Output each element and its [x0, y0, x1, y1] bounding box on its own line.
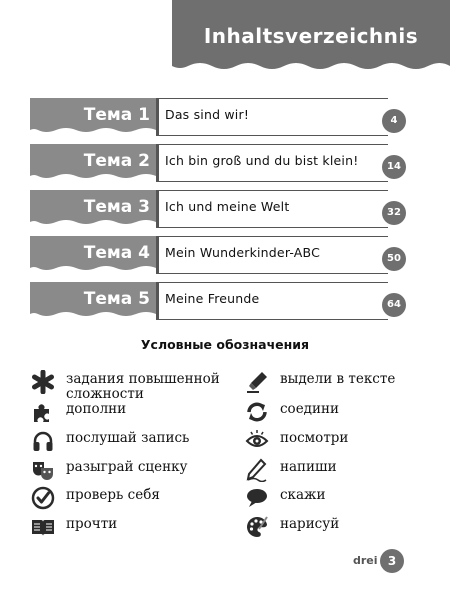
open-book-icon: [31, 515, 55, 539]
toc-entry-box: [156, 190, 388, 228]
toc-entry-box: [156, 98, 388, 136]
asterisk-icon: [31, 370, 55, 394]
legend-item: [31, 400, 231, 424]
page-number-badge: 3: [380, 549, 404, 573]
topic-label: Тема 5: [83, 289, 150, 309]
toc-entry-title: Ich bin groß und du bist klein!: [165, 153, 359, 168]
legend-item: [31, 458, 231, 482]
topic-tab: [30, 190, 156, 228]
legend-item: [245, 515, 415, 539]
theater-masks-icon: [31, 458, 55, 482]
topic-label: Тема 1: [83, 105, 150, 125]
speech-bubble-icon: [245, 486, 269, 510]
legend-item: [245, 400, 415, 424]
page-number-badge: 4: [382, 109, 406, 133]
legend-title: Условные обозначения: [140, 337, 310, 352]
topic-label: Тема 3: [83, 197, 150, 217]
page-number-badge: 50: [382, 247, 406, 271]
toc-row-3[interactable]: [30, 190, 410, 228]
pen-icon: [245, 458, 269, 482]
legend-item: [245, 429, 415, 453]
legend-item: [31, 486, 231, 510]
legend-item: [31, 515, 231, 539]
toc-entry-title: Meine Freunde: [165, 291, 260, 306]
toc-entry-title: Ich und meine Welt: [165, 199, 290, 214]
topic-label: Тема 2: [83, 151, 150, 171]
topic-tab: [30, 98, 156, 136]
legend-text: выдели в тексте: [280, 371, 396, 387]
page-number-badge: 14: [382, 155, 406, 179]
eye-icon: [245, 429, 269, 453]
toc-row-1[interactable]: [30, 98, 410, 136]
topic-tab: [30, 236, 156, 274]
legend-text: задания повышенной сложности: [66, 371, 220, 402]
toc-entry-title: Das sind wir!: [165, 107, 250, 122]
toc-entry-title: Mein Wunderkinder-ABC: [165, 245, 321, 260]
page-number-badge: 64: [382, 293, 406, 317]
toc-entry-box: [156, 282, 388, 320]
legend-item: [245, 370, 415, 394]
toc-entry-box: [156, 144, 388, 182]
page-number-badge: 32: [382, 201, 406, 225]
page-word: drei: [353, 554, 378, 567]
toc-row-2[interactable]: [30, 144, 410, 182]
legend-text: прочти: [66, 516, 118, 532]
legend-item: [31, 429, 231, 453]
puzzle-icon: [31, 400, 55, 424]
topic-label: Тема 4: [83, 243, 150, 263]
palette-icon: [245, 515, 269, 539]
connect-arrows-icon: [245, 400, 269, 424]
legend-text: нарисуй: [280, 516, 340, 532]
marker-icon: [245, 370, 269, 394]
legend-text: послушай запись: [66, 430, 190, 446]
legend-text: скажи: [280, 487, 326, 503]
legend-item: [245, 458, 415, 482]
legend-text: соедини: [280, 401, 339, 417]
page-title: Inhaltsverzeichnis: [203, 24, 419, 48]
legend-item: [31, 370, 231, 402]
legend-text: разыграй сценку: [66, 459, 188, 475]
legend-text: проверь себя: [66, 487, 160, 503]
topic-tab: [30, 144, 156, 182]
checkmark-circle-icon: [31, 486, 55, 510]
header-banner: [172, 0, 450, 72]
toc-row-5[interactable]: [30, 282, 410, 320]
topic-tab: [30, 282, 156, 320]
legend-text: напиши: [280, 459, 337, 475]
toc-row-4[interactable]: [30, 236, 410, 274]
legend-item: [245, 486, 415, 510]
headphones-icon: [31, 429, 55, 453]
legend-text: посмотри: [280, 430, 349, 446]
legend-text: дополни: [66, 401, 127, 417]
toc-entry-box: [156, 236, 388, 274]
